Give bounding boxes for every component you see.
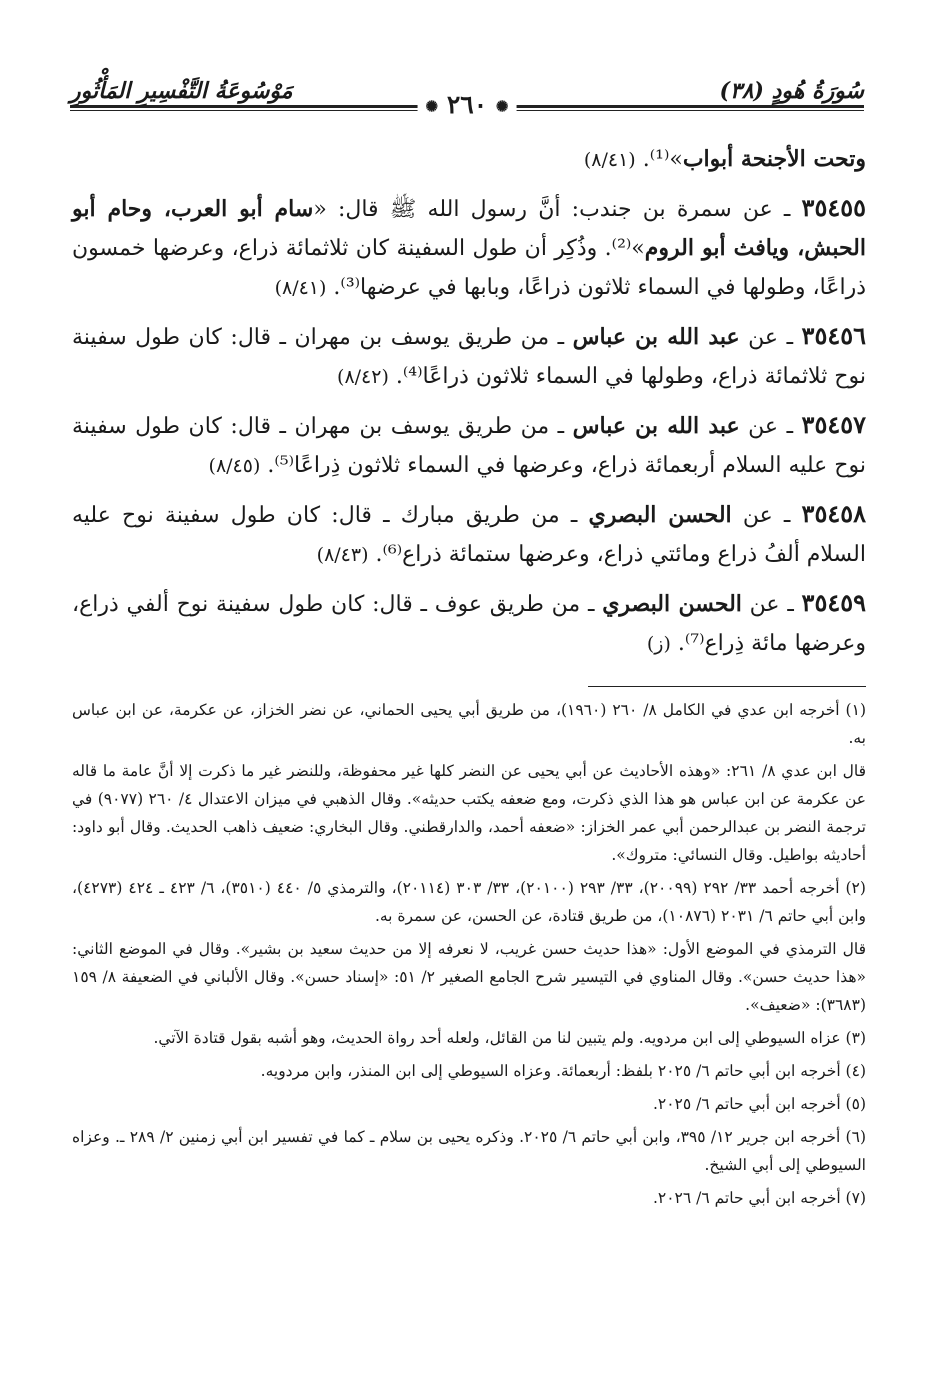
ornament-icon: ✺ <box>495 97 509 116</box>
hadith-number: ٣٥٤٥٩ <box>801 588 866 617</box>
page-number-block <box>418 90 517 119</box>
paragraph: ٣٥٤٥٦ ـ عن عبد الله بن عباس ـ من طريق يوسف بن مهران ـ قال: كان طول سفينة نوح ثلاثمائة ذراع، وطولها في السماء ثلاثون ذراعًا⁽⁴⁾. (٨/٤٢) <box>72 321 866 389</box>
footnote: (٦) أخرجه ابن جرير ١٢/ ٣٩٥، وابن أبي حاتم ٦/ ٢٠٢٥. وذكره يحيى بن سلام ـ كما في تفسير ابن أبي زمنين ٢/ ٢٨٩ ـ. وعزاه السيوطي إلى أبي الشيخ. <box>72 1128 866 1174</box>
paragraph: ٣٥٤٥٩ ـ عن الحسن البصري ـ من طريق عوف ـ قال: كان طول سفينة نوح ألفي ذراع، وعرضها مائة ذِراع⁽⁷⁾. (ز) <box>72 588 866 656</box>
paragraph: ٣٥٤٥٧ ـ عن عبد الله بن عباس ـ من طريق يوسف بن مهران ـ قال: كان طول سفينة نوح عليه السلام أربعمائة ذراع، وعرضها في السماء ثلاثون ذِراعًا⁽⁵⁾. (٨/٤٥) <box>72 410 866 478</box>
paragraph-text: »⁽²⁾. وذُكِر أن طول السفينة كان ثلاثمائة ذراع، وعرضها خمسون ذراعًا، وطولها في السماء ثلاثون ذراعًا، وبابها في عرضها⁽³⁾. <box>72 236 866 300</box>
paragraph-text: عن <box>739 414 779 439</box>
quote-text: وتحت الأجنحة أبواب <box>682 146 866 172</box>
footnote: (٥) أخرجه ابن أبي حاتم ٦/ ٢٠٢٥. <box>652 1095 866 1113</box>
quote-text: سام أبو العرب، وحام أبو الحبش، ويافث أبو الروم <box>72 196 866 261</box>
hadith-number: ٣٥٤٥٨ <box>801 499 866 528</box>
footnote: قال ابن عدي ٨/ ٢٦١: «وهذه الأحاديث عن أبي يحيى عن النضر كلها غير محفوظة، وللنضر غير ما ذكرت إلا أنَّ عامة ما قاله عن عكرمة عن ابن عباس هو هذا الذي ذكرت، ومع ضعفه يكتب حديثه». وقال الذهبي في ميزان الاعتدال ٤/ ٢٦٠ (٩٠٧٧) في ترجمة النضر بن عبدالرحمن أبي عمر الخزاز: «ضعفه أحمد، والدارقطني. وقال البخاري: ضعيف ذاهب الحديث. وقال أبو داود: أحاديثه بواطيل. وقال النسائي: متروك». <box>72 762 866 864</box>
hadith-number: ٣٥٤٥٥ <box>801 193 866 222</box>
paragraph <box>72 140 866 180</box>
page-header <box>70 74 864 126</box>
footnote: (٧) أخرجه ابن أبي حاتم ٦/ ٢٠٢٦. <box>652 1189 866 1207</box>
paragraph-text: عن <box>731 503 773 528</box>
page-number: ٢٦٠ <box>446 90 488 119</box>
hadith-number: ٣٥٤٥٦ <box>801 321 866 350</box>
narrator-name: الحسن البصري <box>588 502 732 528</box>
reference: (٨/٤٥) <box>208 455 261 477</box>
footnotes <box>72 696 866 1217</box>
footnote: قال الترمذي في الموضع الأول: «هذا حديث حسن غريب، لا نعرفه إلا من حديث سعيد بن بشير». وقال في الموضع الثاني: «هذا حديث حسن». وقال المناوي في التيسير شرح الجامع الصغير ٢/ ٥١: «إسناد حسن». وقال الألباني في الضعيفة ٨/ ١٥٩ (٣٦٨٣): «ضعيف». <box>72 940 866 1014</box>
paragraph-text: ـ من طريق مبارك ـ قال: كان طول سفينة نوح عليه السلام ألفُ ذراع ومائتي ذراع، وعرضها ستمائة ذراع⁽⁶⁾. <box>72 503 866 567</box>
paragraph-text: عن <box>741 592 780 617</box>
narrator-name: عبد الله بن عباس <box>572 413 740 439</box>
footnote: (٤) أخرجه ابن أبي حاتم ٦/ ٢٠٢٥ بلفظ: أربعمائة. وعزاه السيوطي إلى ابن المنذر، وابن مردويه. <box>260 1062 866 1080</box>
reference: (ز) <box>646 633 671 655</box>
paragraph-text: ـ من طريق يوسف بن مهران ـ قال: كان طول سفينة نوح عليه السلام أربعمائة ذراع، وعرضها في السماء ثلاثون ذِراعًا⁽⁵⁾. <box>72 414 866 478</box>
hadith-number: ٣٥٤٥٧ <box>801 410 866 439</box>
paragraph-text: ـ من طريق يوسف بن مهران ـ قال: كان طول سفينة نوح ثلاثمائة ذراع، وطولها في السماء ثلاثون ذراعًا⁽⁴⁾. <box>72 325 866 389</box>
paragraph-text: عن سمرة بن جندب: أنَّ رسول الله ﷺ قال: « <box>313 197 773 222</box>
surah-title: سُورَةُ هُودٍ (٣٨) <box>709 78 864 104</box>
paragraph: ٣٥٤٥٥ ـ عن سمرة بن جندب: أنَّ رسول الله ﷺ قال: «سام أبو العرب، وحام أبو الحبش، ويافث أبو الروم»⁽²⁾. وذُكِر أن طول السفينة كان ثلاثمائة ذراع، وعرضها خمسون ذراعًا، وطولها في السماء ثلاثون ذراعًا، وبابها في عرضها⁽³⁾. (٨/٤١) <box>72 193 866 300</box>
reference: (٨/٤١) <box>274 277 327 299</box>
footnote-divider <box>588 686 866 687</box>
footnote: (٢) أخرجه أحمد ٣٣/ ٢٩٢ (٢٠٠٩٩)، ٣٣/ ٢٩٣ (٢٠١٠٠)، ٣٣/ ٣٠٣ (٢٠١١٤)، والترمذي ٥/ ٤٤٠ (٣٥١٠)، ٦/ ٤٢٣ ـ ٤٢٤ (٤٢٧٣)، وابن أبي حاتم ٦/ ٢٠٣١ (١٠٨٧٦)، من طريق قتادة، عن الحسن، عن سمرة به. <box>72 879 866 925</box>
narrator-name: الحسن البصري <box>602 591 742 617</box>
paragraph-text: »⁽¹⁾. <box>635 147 683 172</box>
paragraph-text: عن <box>739 325 779 350</box>
narrator-name: عبد الله بن عباس <box>572 324 740 350</box>
reference: (٨/٤٣) <box>316 544 369 566</box>
ornament-icon: ✺ <box>425 97 439 116</box>
paragraph-text: ـ من طريق عوف ـ قال: كان طول سفينة نوح ألفي ذراع، وعرضها مائة ذِراع⁽⁷⁾. <box>72 592 866 656</box>
main-text <box>72 140 866 672</box>
footnote: (١) أخرجه ابن عدي في الكامل ٨/ ٢٦٠ (١٩٦٠)، من طريق أبي يحيى الحماني، عن نضر الخزاز، عن عكرمة، عن ابن عباس به. <box>72 701 866 747</box>
book-title: مَوْسُوعَةُ التَّفْسِيرِ المَأْثُورِ <box>70 78 303 104</box>
paragraph: ٣٥٤٥٨ ـ عن الحسن البصري ـ من طريق مبارك ـ قال: كان طول سفينة نوح عليه السلام ألفُ ذراع ومائتي ذراع، وعرضها ستمائة ذراع⁽⁶⁾. (٨/٤٣) <box>72 499 866 567</box>
reference: (٨/٤١) <box>583 149 636 171</box>
footnote: (٣) عزاه السيوطي إلى ابن مردويه. ولم يتبين لنا من القائل، ولعله أحد رواة الحديث، وهو أشبه بقول قتادة الآتي. <box>153 1029 866 1047</box>
reference: (٨/٤٢) <box>337 366 389 388</box>
